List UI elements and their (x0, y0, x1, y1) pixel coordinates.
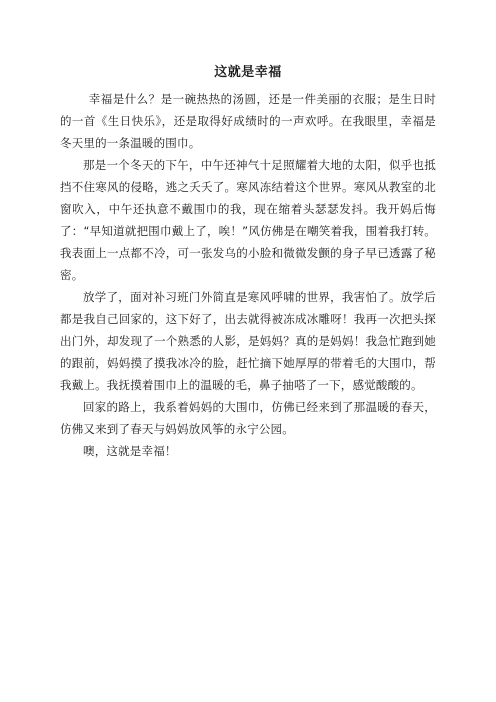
document-title: 这就是幸福 (214, 65, 282, 80)
paragraph-1: 幸福是什么？是一碗热热的汤圆，还是一件美丽的衣服；是生日时的一首《生日快乐》，还是取得好成绩时的一声欢呼。在我眼里，幸福是冬天里的一条温暖的围巾。 (60, 92, 436, 150)
paragraph-3: 放学了，面对补习班门外简直是寒风呼啸的世界，我害怕了。放学后都是我自己回家的，这下好了，出去就得被冻成冰雕呀！我再一次把头探出门外，却发现了一个熟悉的人影，是妈妈？真的是妈妈！我急忙跑到她的跟前，妈妈摸了摸我冰冷的脸，赶忙摘下她厚厚的带着毛的大围巾，帮我戴上。我抚摸着围巾上的温暖的毛，鼻子抽嗒了一下，感觉酸酸的。 (60, 290, 436, 392)
paragraph-2: 那是一个冬天的下午，中午还神气十足照耀着大地的太阳，似乎也抵挡不住寒风的侵略，逃之夭夭了。寒风冻结着这个世界。寒风从教室的北窗吹入，中午还执意不戴围巾的我，现在缩着头瑟瑟发抖。我开妈后悔了：“早知道就把围巾戴上了，唉！”风仿佛是在嘲笑着我，围着我打转。我表面上一点都不冷，可一张发乌的小脸和微微发颤的身子早已透露了秘密。 (60, 158, 436, 282)
paragraph-5: 噢，这就是幸福！ (83, 444, 177, 458)
paragraph-4: 回家的路上，我系着妈妈的大围巾，仿佛已经来到了那温暖的春天，仿佛又来到了春天与妈妈放风筝的永宁公园。 (60, 400, 436, 436)
